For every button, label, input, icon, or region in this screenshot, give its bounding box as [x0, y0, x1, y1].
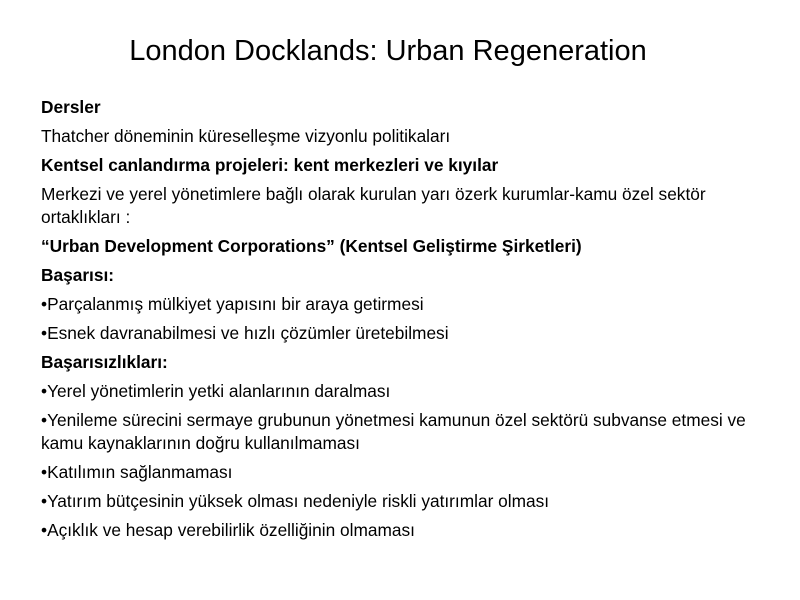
body-text [41, 125, 761, 148]
paragraph-text: Thatcher döneminin küreselleşme vizyonlu politikaları [41, 126, 451, 146]
bullet-item [41, 409, 761, 455]
paragraph-text: “Urban Development Corporations” (Kentsel Geliştirme Şirketleri) [41, 236, 582, 256]
slide-body [41, 96, 761, 548]
bullet-item [41, 293, 761, 316]
paragraph-text: Katılımın sağlanmaması [47, 462, 233, 482]
section-heading [41, 96, 761, 119]
section-heading [41, 351, 761, 374]
paragraph-text: Başarısı: [41, 265, 115, 285]
paragraph-text: Yenileme sürecini sermaye grubunun yönetmesi kamunun özel sektörü subvanse etmesi ve kamu kaynaklarının doğru kullanılmaması [41, 410, 746, 453]
bullet-icon: • [41, 462, 48, 482]
bullet-item [41, 519, 761, 542]
paragraph-text: Yatırım bütçesinin yüksek olması nedeniyle riskli yatırımlar olması [47, 491, 550, 511]
paragraph-text: Dersler [41, 97, 101, 117]
paragraph-text: Parçalanmış mülkiyet yapısını bir araya getirmesi [47, 294, 424, 314]
bullet-icon: • [41, 491, 48, 511]
bullet-icon: • [41, 381, 48, 401]
bullet-icon: • [41, 520, 48, 540]
paragraph-text: Merkezi ve yerel yönetimlere bağlı olarak kurulan yarı özerk kurumlar-kamu özel sektör ortaklıkları : [41, 184, 706, 227]
paragraph-text: Esnek davranabilmesi ve hızlı çözümler üretebilmesi [47, 323, 449, 343]
section-heading [41, 154, 761, 177]
paragraph-text: Başarısızlıkları: [41, 352, 168, 372]
section-heading [41, 264, 761, 287]
bullet-icon: • [41, 323, 48, 343]
bullet-item [41, 461, 761, 484]
slide-title: London Docklands: Urban Regeneration [129, 35, 647, 67]
bullet-item [41, 490, 761, 513]
bullet-icon: • [41, 410, 48, 430]
bullet-item [41, 380, 761, 403]
paragraph-text: Yerel yönetimlerin yetki alanlarının daralması [47, 381, 391, 401]
body-text [41, 183, 761, 229]
paragraph-text: Açıklık ve hesap verebilirlik özelliğinin olmaması [47, 520, 415, 540]
paragraph-text: Kentsel canlandırma projeleri: kent merkezleri ve kıyılar [41, 155, 499, 175]
section-heading [41, 235, 761, 258]
bullet-item [41, 322, 761, 345]
bullet-icon: • [41, 294, 48, 314]
